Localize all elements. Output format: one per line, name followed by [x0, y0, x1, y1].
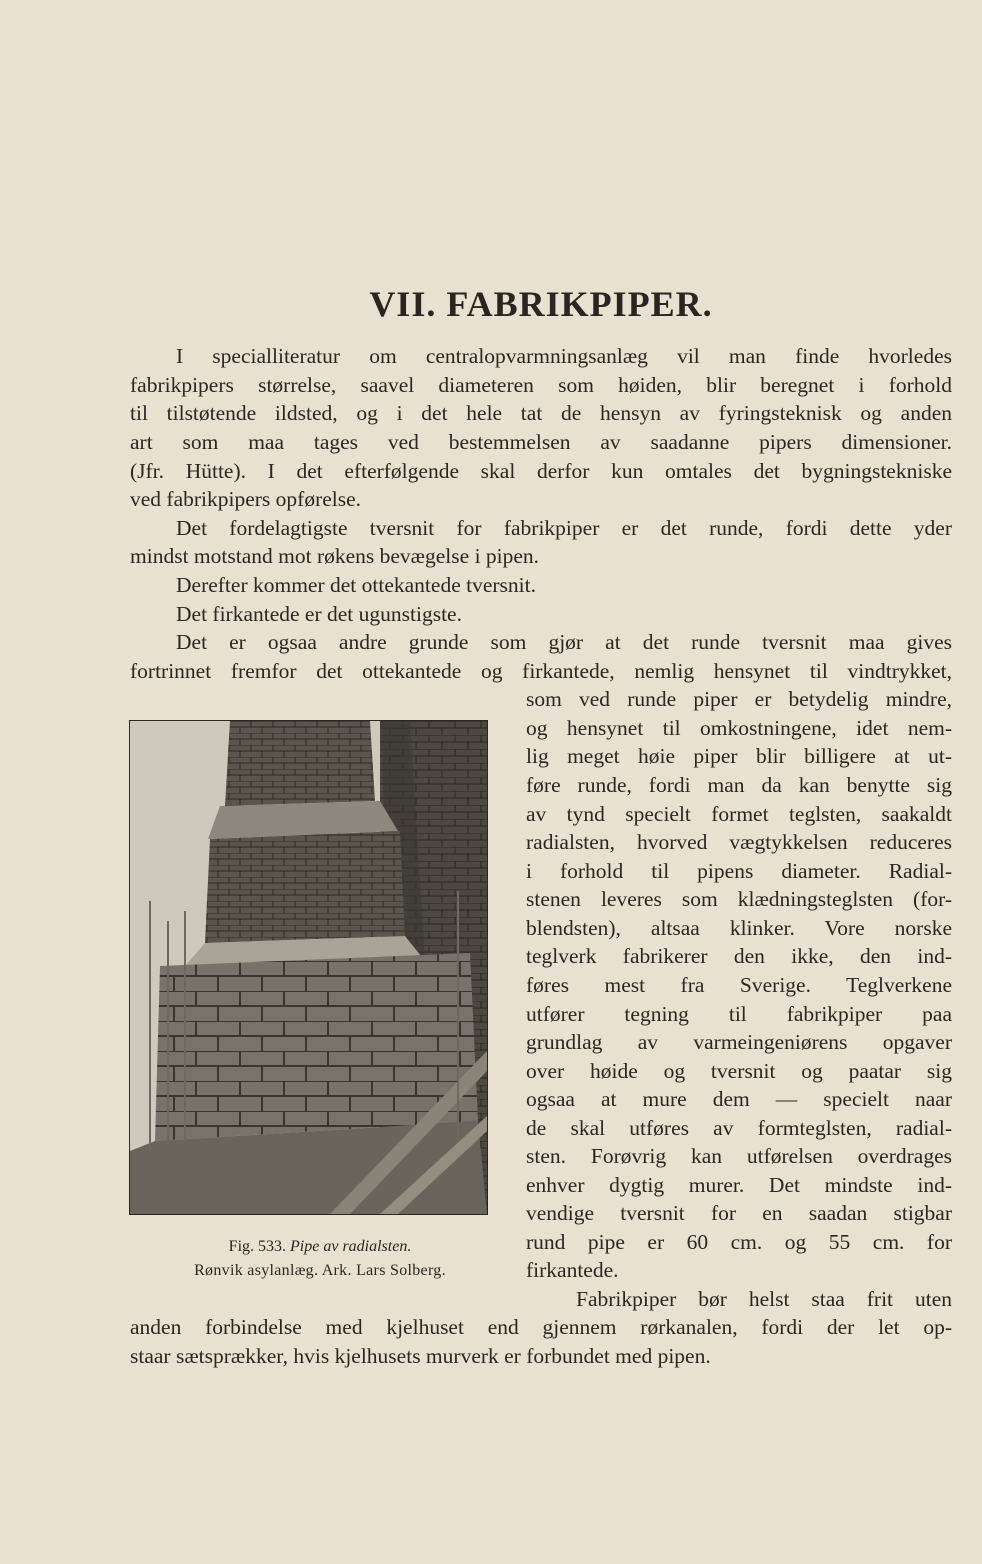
text-line: fortrinnet fremfor det ottekantede og firkantede, nemlig hensynet til vindtrykket,: [130, 659, 952, 683]
text-line: art som maa tages ved bestemmelsen av saadanne pipers dimensioner.: [130, 430, 952, 454]
text-line: I specialliteratur om centralopvarmningsanlæg vil man finde hvorledes: [176, 344, 952, 368]
side-text-line: som ved runde piper er betydelig mindre,: [526, 687, 952, 711]
text-line: Det er ogsaa andre grunde som gjør at det runde tversnit maa gives: [176, 630, 952, 654]
chimney-photograph: [129, 720, 488, 1215]
side-text-line: vendige tversnit for en saadan stigbar: [526, 1201, 952, 1225]
side-text-line: radialsten, hvorved vægtykkelsen reduceres: [526, 830, 952, 854]
side-text-line: føres mest fra Sverige. Teglverkene: [526, 973, 952, 997]
text-line: Det firkantede er det ugunstigste.: [176, 602, 462, 626]
figure-caption: [130, 1238, 510, 1256]
side-text-line: teglverk fabrikerer den ikke, den ind-: [526, 944, 952, 968]
side-text-line: rund pipe er 60 cm. og 55 cm. for: [526, 1230, 952, 1254]
text-line: til tilstøtende ildsted, og i det hele tat de hensyn av fyringsteknisk og anden: [130, 401, 952, 425]
text-line: (Jfr. Hütte). I det efterfølgende skal derfor kun omtales det bygningstekniske: [130, 459, 952, 483]
side-text-line: og hensynet til omkostningene, idet nem-: [526, 716, 952, 740]
figure-title: Pipe av radialsten.: [290, 1238, 412, 1255]
side-text-line: stenen leveres som klædningsteglsten (for-: [526, 887, 952, 911]
text-line: anden forbindelse med kjelhuset end gjennem rørkanalen, fordi der let op-: [130, 1315, 952, 1339]
text-line: Fabrikpiper bør helst staa frit uten: [576, 1287, 952, 1311]
side-text-line: de skal utføres av formteglsten, radial-: [526, 1116, 952, 1140]
side-text-line: føre runde, fordi man da kan benytte sig: [526, 773, 952, 797]
side-text-line: sten. Forøvrig kan utførelsen overdrages: [526, 1144, 952, 1168]
text-line: Derefter kommer det ottekantede tversnit.: [176, 573, 536, 597]
side-text-line: i forhold til pipens diameter. Radial-: [526, 859, 952, 883]
side-text-line: ogsaa at mure dem — specielt naar: [526, 1087, 952, 1111]
side-text-line: lig meget høie piper blir billigere at ut-: [526, 744, 952, 768]
side-text-line: grundlag av varmeingeniørens opgaver: [526, 1030, 952, 1054]
text-line: ved fabrikpipers opførelse.: [130, 487, 362, 511]
text-line: fabrikpipers størrelse, saavel diameteren som høiden, blir beregnet i forhold: [130, 373, 952, 397]
figure-credit: Rønvik asylanlæg. Ark. Lars Solberg.: [194, 1262, 446, 1279]
text-line: staar sætsprækker, hvis kjelhusets murverk er forbundet med pipen.: [130, 1344, 711, 1368]
text-line: mindst motstand mot røkens bevægelse i pipen.: [130, 544, 540, 568]
figure-label: Fig. 533.: [228, 1238, 287, 1255]
side-text-line: over høide og tversnit og paatar sig: [526, 1059, 952, 1083]
side-text-line: utfører tegning til fabrikpiper paa: [526, 1002, 952, 1026]
chapter-title: VII. FABRIKPIPER.: [369, 284, 713, 324]
side-text-line: firkantede.: [526, 1258, 619, 1282]
side-text-line: blendsten), altsaa klinker. Vore norske: [526, 916, 952, 940]
text-line: Det fordelagtigste tversnit for fabrikpiper er det runde, fordi dette yder: [176, 516, 952, 540]
side-text-line: enhver dygtig murer. Det mindste ind-: [526, 1173, 952, 1197]
side-text-line: av tynd specielt formet teglsten, saakaldt: [526, 802, 952, 826]
